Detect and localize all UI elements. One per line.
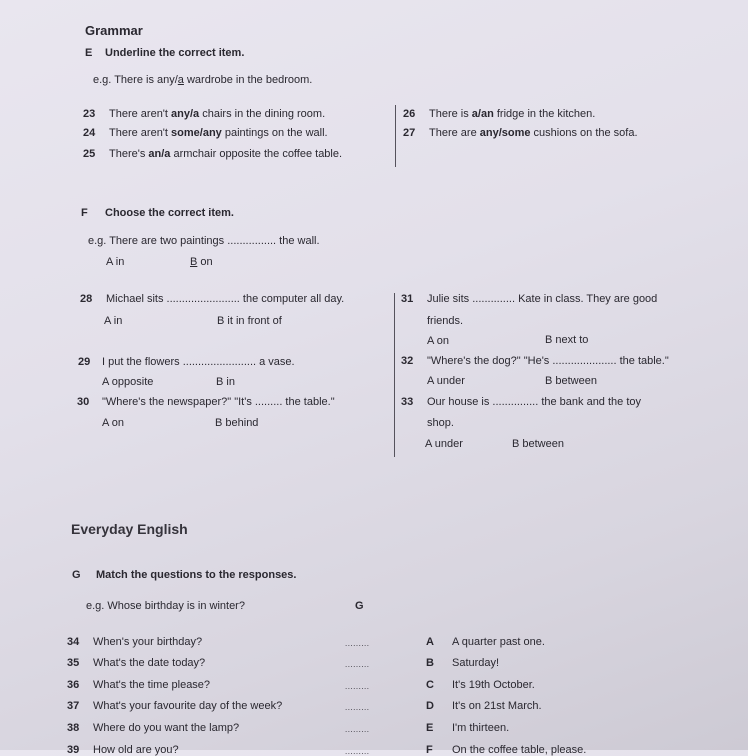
item-29-option-b: B in — [216, 376, 235, 388]
section-f-letter: F — [81, 207, 88, 219]
item-26: 26 There is a/an fridge in the kitchen. — [403, 108, 596, 120]
item-27: 27 There are any/some cushions on the sofa. — [403, 127, 638, 139]
item-31: 31 Julie sits .............. Kate in class. They are good — [401, 293, 658, 305]
question-35: 35 What's the date today? — [67, 657, 206, 669]
item-31-option-b: B next to — [545, 334, 589, 346]
response-text: It's on 21st March. — [452, 700, 542, 712]
section-f-example-b: B on — [190, 256, 213, 268]
section-f-instruction: Choose the correct item. — [105, 207, 234, 219]
response-text: It's 19th October. — [452, 679, 535, 691]
answer-blank[interactable]: ......... — [345, 747, 370, 756]
section-g-instruction: Match the questions to the responses. — [96, 569, 297, 581]
answer-blank[interactable]: ......... — [345, 639, 370, 648]
question-34: 34 When's your birthday? — [67, 636, 203, 648]
item-29-option-a: A opposite — [102, 376, 154, 388]
everyday-title: Everyday English — [71, 521, 188, 537]
item-25: 25 There's an/a armchair opposite the coffee table. — [83, 148, 343, 160]
section-e-example — [93, 74, 312, 86]
answer-blank[interactable]: ......... — [345, 682, 370, 691]
example-underlined: a — [177, 74, 184, 86]
item-32-option-b: B between — [545, 375, 597, 387]
item-32: 32 "Where's the dog?" "He's ..................... the table." — [401, 355, 669, 367]
item-33-option-a: A under — [425, 438, 463, 450]
question-38: 38 Where do you want the lamp? — [67, 722, 240, 734]
answer-blank[interactable]: ......... — [345, 660, 370, 669]
example-post: wardrobe in the bedroom. — [183, 74, 313, 86]
response-text: I'm thirteen. — [452, 722, 510, 734]
item-30-option-b: B behind — [215, 417, 259, 429]
response-letter: D — [426, 700, 434, 712]
response-letter: B — [426, 657, 434, 669]
item-33-line2: shop. — [427, 417, 454, 429]
item-24: 24 There aren't some/any paintings on the wall. — [83, 127, 328, 139]
section-g-example-answer: G — [355, 600, 364, 612]
item-33: 33 Our house is ............... the bank and the toy — [401, 396, 642, 408]
section-e-instruction: Underline the correct item. — [105, 47, 245, 59]
item-32-option-a: A under — [427, 375, 465, 387]
item-28-option-a: A in — [104, 315, 123, 327]
example-pre: e.g. There is any/ — [93, 74, 178, 86]
column-divider-f — [394, 293, 395, 457]
item-30-option-a: A on — [102, 417, 125, 429]
item-30: 30 "Where's the newspaper?" "It's ......... the table." — [77, 396, 335, 408]
section-g-letter: G — [72, 569, 81, 581]
grammar-title: Grammar — [85, 23, 143, 38]
question-37: 37 What's your favourite day of the week? — [67, 700, 283, 712]
section-f-example-a: A in — [106, 256, 125, 268]
response-text: Saturday! — [452, 657, 500, 669]
item-28-option-b: B it in front of — [217, 315, 282, 327]
answer-blank[interactable]: ......... — [345, 703, 370, 712]
section-g-example: e.g. Whose birthday is in winter? — [86, 600, 245, 612]
item-29: 29 I put the flowers ........................ a vase. — [78, 356, 295, 368]
item-31-line2: friends. — [427, 315, 464, 327]
item-28: 28 Michael sits ........................ the computer all day. — [80, 293, 345, 305]
column-divider-e — [395, 105, 396, 167]
response-letter: A — [426, 636, 434, 648]
response-letter: F — [426, 744, 433, 756]
question-36: 36 What's the time please? — [67, 679, 211, 691]
response-text: On the coffee table, please. — [452, 744, 587, 756]
section-e-letter: E — [85, 47, 93, 59]
response-letter: C — [426, 679, 434, 691]
question-39: 39 How old are you? — [67, 744, 179, 756]
item-33-option-b: B between — [512, 438, 564, 450]
item-31-option-a: A on — [427, 335, 450, 347]
answer-blank[interactable]: ......... — [345, 725, 370, 734]
response-text: A quarter past one. — [452, 636, 545, 648]
section-f-example: e.g. There are two paintings ................ the wall. — [88, 235, 320, 247]
response-letter: E — [426, 722, 434, 734]
item-23: 23 There aren't any/a chairs in the dining room. — [83, 108, 326, 120]
